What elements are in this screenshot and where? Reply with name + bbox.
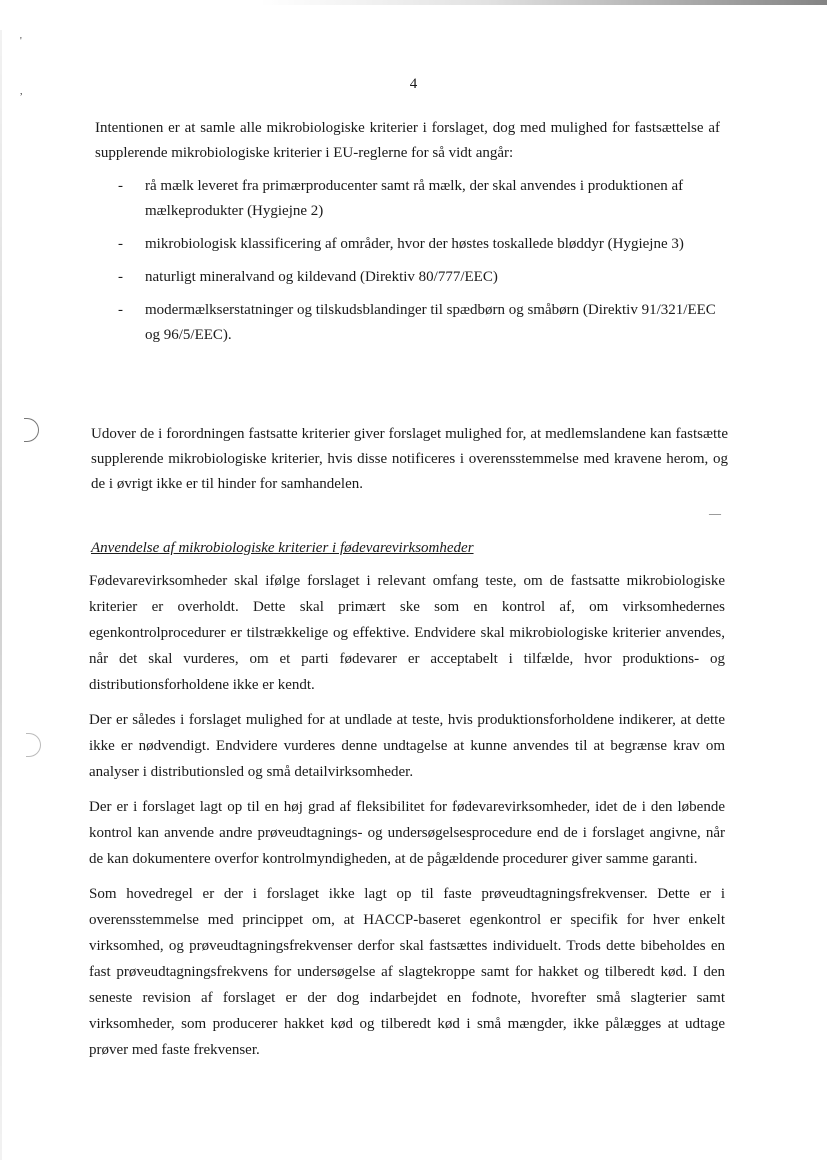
section-paragraph: Der er således i forslaget mulighed for at undlade at teste, hvis produktionsforholdene indikerer, at dette ikke er nødvendigt. Endvidere vurderes denne undtagelse at kunne anvendes til at begrænse krav om analyser i distributionsled og små detailvirksomheder. (89, 712, 725, 780)
list-item (118, 265, 733, 290)
section-heading: Anvendelse af mikrobiologiske kriterier i fødevarevirksomheder (91, 540, 474, 556)
section-paragraph: Som hovedregel er der i forslaget ikke lagt op til faste prøveudtagningsfrekvenser. Dette er i overensstemmelse med princippet om, at HACCP-baseret egenkontrol er specifik for hver enkelt virksomhed, og prøveudtagningsfrekvenser derfor skal fastsættes individuelt. Trods dette bibeholdes en fast prøveudtagningsfrekvens for undersøgelse af slagtekroppe samt for hakket og tilberedt kød. I den seneste revision af forslaget er der dog indarbejdet en fodnote, hvorefter små slagterier samt virksomheder, som producerer hakket kød og tilberedt kød i små mængder, ikke pålægges at udtage prøver med faste frekvenser. (89, 886, 725, 1058)
list-item-text: rå mælk leveret fra primærproducenter samt rå mælk, der skal anvendes i produktionen af mælkeprodukter (Hygiejne 2) (145, 178, 684, 219)
list-item (118, 174, 733, 224)
bullet-list (118, 174, 733, 356)
stray-mark: — (709, 506, 721, 520)
intro-paragraph: Intentionen er at samle alle mikrobiologiske kriterier i forslaget, dog med mulighed for fastsættelse af supplerende mikrobiologiske kriterier i EU-reglerne for så vidt angår: (95, 120, 720, 161)
scan-left-edge (0, 30, 2, 1160)
scan-edge-shadow (260, 0, 827, 5)
list-item-text: mikrobiologisk klassificering af områder, hvor der høstes toskallede bløddyr (Hygiejne 3) (145, 236, 684, 252)
section-paragraph: Der er i forslaget lagt op til en høj grad af fleksibilitet for fødevarevirksomheder, idet de i den løbende kontrol kan anvende andre prøveudtagnings- og undersøgelsesprocedure end de i forslaget angivne, når de kan dokumentere overfor kontrolmyndigheden, at de pågældende procedurer giver samme garanti. (89, 799, 725, 867)
bullet-dash: - (118, 178, 123, 194)
list-item-text: modermælkserstatninger og tilskudsblandinger til spædbørn og småbørn (Direktiv 91/321/EEC og 96/5/EEC). (145, 302, 716, 343)
list-item (118, 232, 733, 257)
scan-speck: , (20, 86, 23, 97)
punch-hole-mark (24, 418, 39, 442)
bullet-dash: - (118, 302, 123, 318)
list-item-text: naturligt mineralvand og kildevand (Direktiv 80/777/EEC) (145, 269, 498, 285)
bullet-dash: - (118, 236, 123, 252)
section-body (89, 568, 725, 1072)
bullet-dash: - (118, 269, 123, 285)
list-item (118, 298, 733, 348)
scan-speck: ' (20, 36, 22, 47)
punch-hole-mark (26, 733, 41, 757)
page-number: 4 (409, 76, 418, 92)
supplementary-criteria-paragraph: Udover de i forordningen fastsatte kriterier giver forslaget mulighed for, at medlemslandene kan fastsætte supplerende mikrobiologiske kriterier, hvis disse notificeres i overensstemmelse med kravene herom, og de i øvrigt ikke er til hinder for samhandelen. (91, 426, 728, 492)
section-paragraph: Fødevarevirksomheder skal ifølge forslaget i relevant omfang teste, om de fastsatte mikrobiologiske kriterier er overholdt. Dette skal primært ske som en kontrol af, om virksomhedernes egenkontrolprocedurer er tilstrækkelige og effektive. Endvidere skal mikrobiologiske kriterier anvendes, når det skal vurderes, om et parti fødevarer er acceptabelt i tilfælde, hvor produktions- og distributionsforholdene ikke er kendt. (89, 573, 725, 693)
